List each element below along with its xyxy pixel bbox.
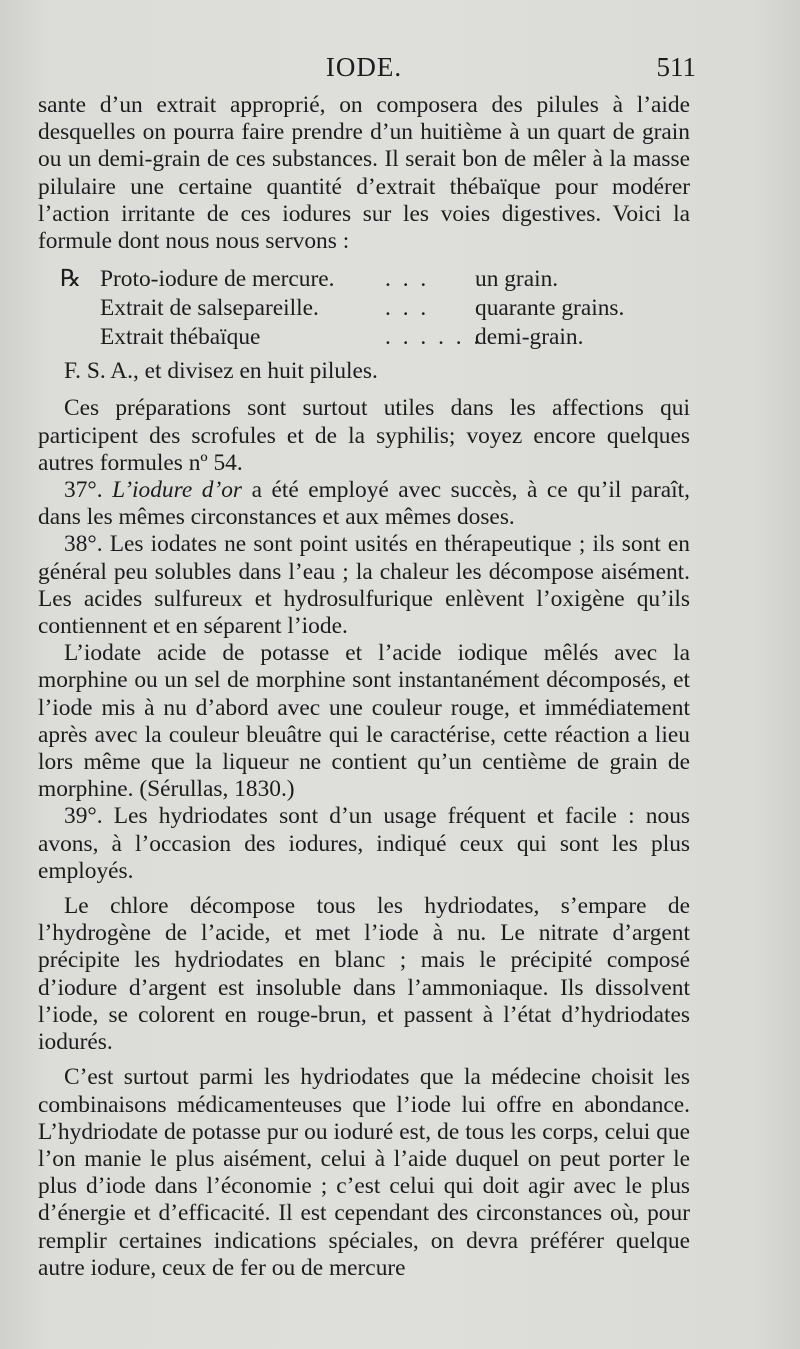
paragraph: Le chlore décompose tous les hydriodates, s’empare de l’hydrogène de l’acide, et met l’iode à nu. Le nitrate d’argent précipite les hydriodates en blanc ; mais le précipité composé d’iodure d’argent est insoluble dans l’ammoniaque. Ils dissolvent l’iode, se colorent en rouge-brun, et passent à l’état d’hydriodates iodurés. xyxy=(38,893,690,1056)
paragraph-39: 39°. Les hydriodates sont d’un usage fréquent et facile : nous avons, à l’occasion des iodures, indiqué ceux qui sont les plus employés. xyxy=(38,803,690,884)
page-number: 511 xyxy=(656,52,696,82)
recipe-row xyxy=(60,265,690,294)
recipe-leader-dots: . . . xyxy=(385,266,430,293)
recipe-ingredient: Extrait thébaïque xyxy=(100,324,261,351)
recipe-quantity: un grain. xyxy=(475,266,559,293)
running-head: IODE. xyxy=(325,52,403,82)
recipe-leader-dots: . . . . . . xyxy=(385,324,483,351)
recipe-row xyxy=(60,323,690,352)
paragraph: Ces préparations sont surtout utiles dans les affections qui participent des scrofules et de la syphilis; voyez encore quelques autres formules nº 54. xyxy=(38,395,690,476)
recipe-ingredient: Proto-iodure de mercure. xyxy=(100,266,335,293)
page-header xyxy=(38,52,696,88)
recipe-instruction: F. S. A., et divisez en huit pilules. xyxy=(64,358,378,385)
section-number: 37°. xyxy=(64,477,103,504)
recipe-leader-dots: . . . xyxy=(385,295,430,322)
paragraph: L’iodate acide de potasse et l’acide iodique mêlés avec la morphine ou un sel de morphine sont instantanément décomposés, et l’iode mis à nu d’abord avec une couleur rouge, et immédiatement après avec la couleur bleuâtre qui le caractérise, cette réaction a lieu lors même que la liqueur ne contient qu’un centième de grain de morphine. (Sérullas, 1830.) xyxy=(38,640,690,803)
recipe-quantity: quarante grains. xyxy=(475,295,625,322)
recipe-ingredient: Extrait de salsepareille. xyxy=(100,295,319,322)
body-text xyxy=(38,92,690,1282)
recipe-quantity: demi-grain. xyxy=(475,324,584,351)
recipe-row xyxy=(60,294,690,323)
recipe-formula xyxy=(60,265,690,352)
paragraph-37 xyxy=(38,477,690,531)
paragraph: C’est surtout parmi les hydriodates que la médecine choisit les combinaisons médicamenteuses que l’iode lui offre en abondance. L’hydriodate de potasse pur ou ioduré est, de tous les corps, celui que l’on manie le plus aisément, celui à l’aide duquel on peut porter le plus d’iode dans l’économie ; c’est celui qui doit agir avec le plus d’énergie et d’efficacité. Il est cependant des circonstances où, pour remplir certaines indications spéciales, on devra préférer quelque autre iodure, ceux de fer ou de mercure xyxy=(38,1064,690,1281)
paragraph-text: a été employé avec succès, à ce qu’il paraît, dans les mêmes circonstances et aux mêmes doses. xyxy=(38,477,690,531)
recipe-symbol-icon: ℞ xyxy=(60,266,81,293)
paragraph-continued: sante d’un extrait approprié, on composera des pilules à l’aide desquelles on pourra faire prendre d’un huitième à un quart de grain ou un demi-grain de ces substances. Il serait bon de mêler à la masse pilulaire une certaine quantité d’extrait thébaïque pour modérer l’action irritante de ces iodures sur les voies digestives. Voici la formule dont nous nous servons : xyxy=(38,92,690,255)
paragraph-38: 38°. Les iodates ne sont point usités en thérapeutique ; ils sont en général peu solubles dans l’eau ; la chaleur les décompose aisément. Les acides sulfureux et hydrosulfurique enlèvent l’oxigène qu’ils contiennent et en séparent l’iode. xyxy=(38,531,690,640)
emphasis-term: L’iodure d’or xyxy=(112,477,243,504)
